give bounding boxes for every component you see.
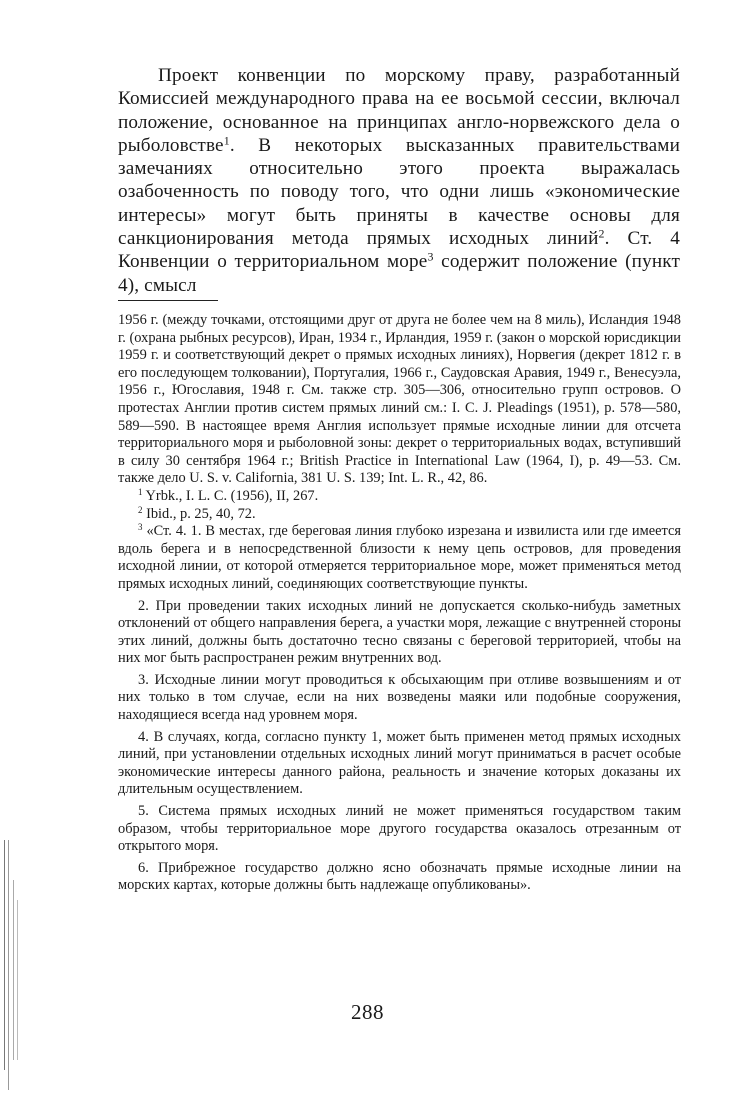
article-point: 2. При проведении таких исходных линий не допускается сколько-нибудь заметных отклонений от общего направления берега, а участки моря, лежащие с внутренней стороны этих линий, должны быть достаточно тесно связаны с береговой территорией, чтобы на них мог быть распространен режим внутренних вод. [118, 597, 681, 667]
footnote-marker: 1 [138, 487, 143, 498]
footnote-text: Yrbk., I. L. C. (1956), II, 267. [145, 487, 319, 504]
footnote-ref: 2 [598, 226, 605, 241]
footnote-marker: 2 [138, 504, 143, 515]
footnote-ref: 1 [223, 133, 230, 148]
footnote-ref: 3 [427, 249, 434, 264]
footnote-2 [118, 506, 681, 524]
page-number: 288 [351, 1000, 384, 1024]
article-point: 6. Прибрежное государство должно ясно обозначать прямые исходные линии на морских картах, которые должны быть надлежаще опубликованы». [118, 859, 681, 894]
article-point: 5. Система прямых исходных линий не может применяться государством таким образом, чтобы территориальное море другого государства оказалось отрезанным от открытого моря. [118, 803, 681, 855]
article-point: 4. В случаях, когда, согласно пункту 1, может быть применен метод прямых исходных линий, при установлении отдельных исходных линий могут приниматься в расчет особые экономические интересы данного района, реальность и значение которых доказаны их длительным осуществлением. [118, 728, 681, 798]
article-point: 3. Исходные линии могут проводиться к обсыхающим при отливе возвышениям и от них только в том случае, если на них возведены маяки или подобные сооружения, находящиеся всегда над уровнем моря. [118, 671, 681, 724]
main-paragraph: Проект конвенции по морскому праву, разработанный Комиссией международного права на ее восьмой сессии, включал положение, основанное на принципах англо-норвежского дела о рыболовстве$^1$. В некоторых высказанных правительствами замечаниях относительно этого проекта выражалась озабоченность по поводу того, что одни лишь «экономические интересы» могут быть приняты в качестве основы для санкционирования метода прямых исходных линий$^2$. Ст. 4 Конвенции о территориальном море$^3$ содержит положение (пункт 4), смысл [118, 65, 680, 296]
footnotes-block [118, 312, 681, 895]
footnote-text: Ibid., p. 25, 40, 72. [146, 505, 256, 522]
scan-margin-marks [0, 840, 24, 1090]
footnote-text: «Ст. 4. 1. В местах, где береговая линия глубоко изрезана и извилиста или где имеется вдоль берега и в непосредственной близости к нему цепь островов, для проведения исходной линии, от которой отмеряется территориальное море, может применяться метод прямых исходных линий, соединяющих соответствующие пункты. [118, 523, 681, 592]
footnote-continuation: 1956 г. (между точками, отстоящими друг от друга не более чем на 8 миль), Исландия 1948 г. (охрана рыбных ресурсов), Иран, 1934 г., Ирландия, 1959 г. (закон о морской юрисдикции 1959 г. и соответствующий декрет о прямых исходных линиях), Норвегия (декрет 1812 г. в его последующем толковании), Португалия, 1966 г., Саудовская Аравия, 1949 г., Венесуэла, 1956 г., Югославия, 1948 г. См. также стр. 305—306, относительно групп островов. О протестах Англии против систем прямых линий см.: I. C. J. Pleadings (1951), p. 578—580, 589—590. В настоящее время Англия использует прямые исходные линии для отсчета территориального моря и рыболовной зоны: декрет о территориальных водах, вступивший в силу 30 сентября 1964 г.; British Practice in International Law (1964, I), p. 49—53. См. также дело U. S. v. California, 381 U. S. 139; Int. L. R., 42, 86. [118, 312, 681, 487]
footnote-separator [118, 300, 218, 301]
footnote-marker: 3 [138, 522, 143, 533]
footnote-3 [118, 523, 681, 593]
footnote-1 [118, 488, 681, 506]
